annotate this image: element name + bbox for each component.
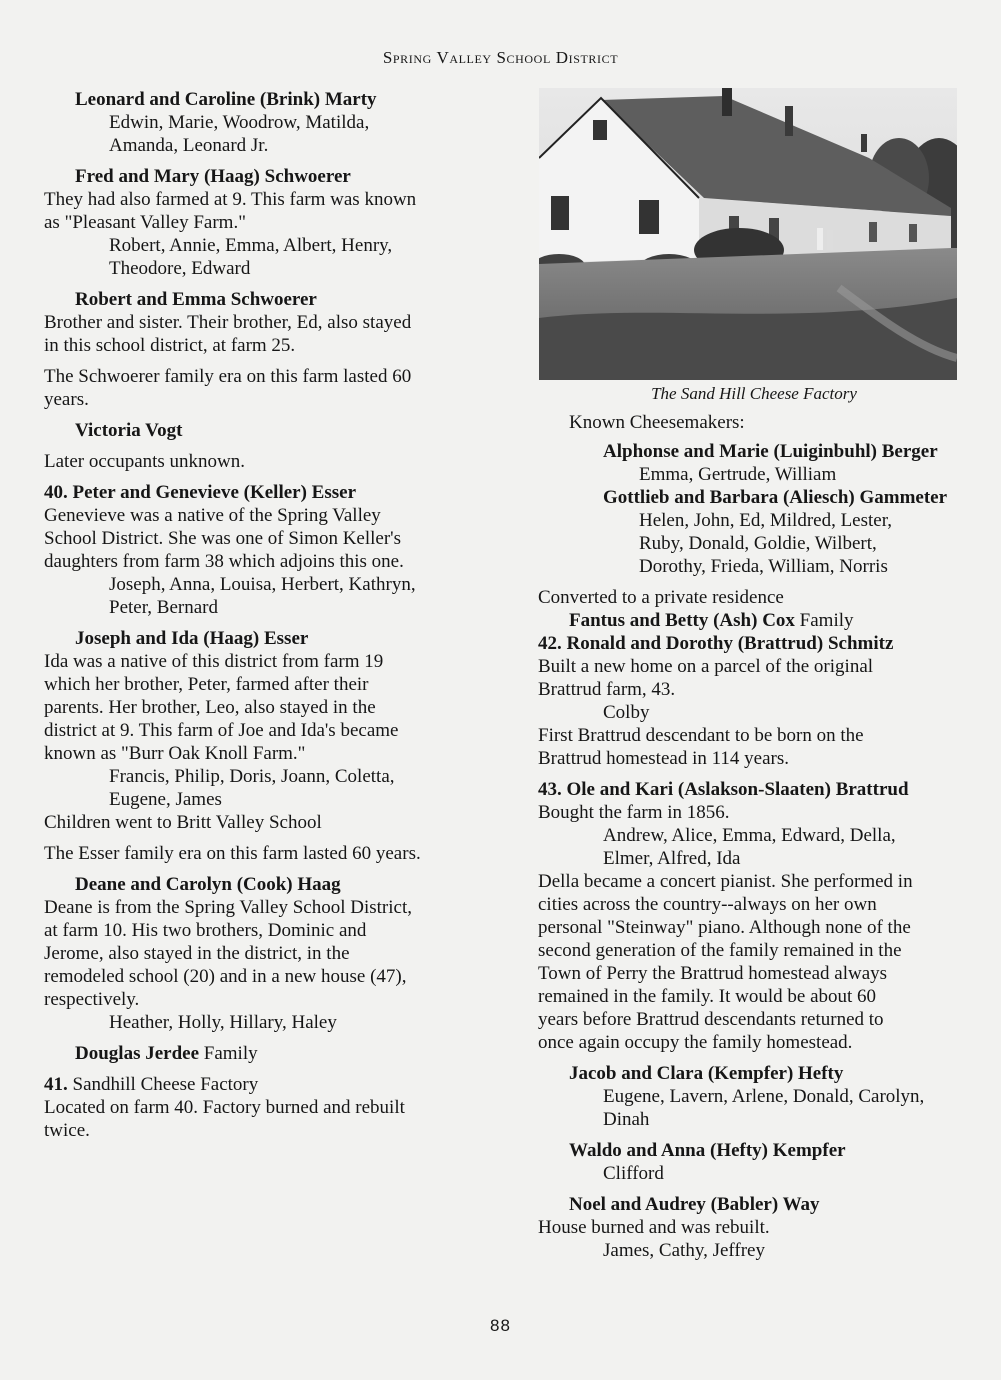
entry-text: as "Pleasant Valley Farm." (44, 212, 246, 233)
entry-text: Della became a concert pianist. She performed in (538, 871, 913, 892)
entry-text: Brattrud homestead in 114 years. (538, 748, 789, 769)
family-name: Victoria Vogt (75, 420, 183, 441)
family-name: Joseph and Ida (Haag) Esser (75, 628, 309, 649)
entry-text: First Brattrud descendant to be born on the (538, 725, 864, 746)
children-list: Theodore, Edward (109, 258, 251, 279)
children-list: Edwin, Marie, Woodrow, Matilda, (109, 112, 370, 133)
children-list: Amanda, Leonard Jr. (109, 135, 269, 156)
entry-schmitz (538, 632, 970, 770)
entry-text: Located on farm 40. Factory burned and rebuilt (44, 1097, 405, 1118)
entry-brattrud (538, 778, 970, 1054)
children-list: Clifford (603, 1163, 664, 1184)
children-list: Elmer, Alfred, Ida (603, 848, 741, 869)
children-list: Emma, Gertrude, William (639, 464, 837, 485)
entry-text: They had also farmed at 9. This farm was known (44, 189, 417, 210)
entry-text: Town of Perry the Brattrud homestead always (538, 963, 888, 984)
converted-note: Converted to a private residence (538, 587, 784, 608)
family-name-line (538, 609, 970, 632)
cheese-factory-photo (539, 88, 957, 380)
family-name-numbered (538, 778, 970, 801)
right-column (538, 88, 970, 1270)
entry-schwoerer-robert (44, 288, 474, 357)
entry-text: Deane is from the Spring Valley School District, (44, 897, 412, 918)
entry-text: Brattrud farm, 43. (538, 679, 676, 700)
entry-text: personal "Steinway" piano. Although none of the (538, 917, 911, 938)
children-list: Eugene, Lavern, Arlene, Donald, Carolyn, (603, 1086, 925, 1107)
family-name: Deane and Carolyn (Cook) Haag (75, 874, 341, 895)
esser-era-note (44, 842, 474, 865)
entry-marty (44, 88, 474, 157)
children-list: Robert, Annie, Emma, Albert, Henry, (109, 235, 393, 256)
children-list: Francis, Philip, Doris, Joann, Coletta, (109, 766, 395, 787)
factory-photo-drawing (539, 88, 957, 380)
children-list: Ruby, Donald, Goldie, Wilbert, (639, 533, 877, 554)
entry-text: years before Brattrud descendants returned to (538, 1009, 884, 1030)
entry-text: respectively. (44, 989, 140, 1010)
children-list: Colby (603, 702, 650, 723)
family-suffix: Family (794, 610, 854, 631)
entry-text: Jerome, also stayed in the district, in the (44, 943, 350, 964)
family-name: Waldo and Anna (Hefty) Kempfer (569, 1140, 846, 1161)
entry-vogt (44, 419, 474, 442)
entry-esser-joseph (44, 627, 474, 834)
left-column (44, 88, 474, 1150)
children-list: Dorothy, Frieda, William, Norris (639, 556, 888, 577)
entry-text: Ida was a native of this district from farm 19 (44, 651, 384, 672)
entry-cheese-factory (44, 1073, 474, 1142)
entry-way (538, 1193, 970, 1262)
entry-text: district at 9. This farm of Joe and Ida's became (44, 720, 399, 741)
family-name-numbered (44, 481, 474, 504)
entry-text: Genevieve was a native of the Spring Valley (44, 505, 381, 526)
family-name: Jacob and Clara (Kempfer) Hefty (569, 1063, 844, 1084)
entry-kempfer (538, 1139, 970, 1185)
family-name: Noel and Audrey (Babler) Way (569, 1194, 820, 1215)
schwoerer-era-note (44, 365, 474, 411)
children-list: Peter, Bernard (109, 597, 218, 618)
family-name: Fred and Mary (Haag) Schwoerer (75, 166, 351, 187)
entry-text: remodeled school (20) and in a new house (47), (44, 966, 407, 987)
entry-text: at farm 10. His two brothers, Dominic and (44, 920, 367, 941)
entry-text: Brother and sister. Their brother, Ed, also stayed (44, 312, 412, 333)
farm-number: 41. (44, 1074, 68, 1095)
entry-text: Bought the farm in 1856. (538, 802, 730, 823)
farm-number: 43. (538, 779, 562, 800)
entry-text: House burned and was rebuilt. (538, 1217, 770, 1238)
entry-text: School District. She was one of Simon Keller's (44, 528, 401, 549)
children-list: James, Cathy, Jeffrey (603, 1240, 765, 1261)
entry-jerdee (44, 1042, 474, 1065)
children-list: Dinah (603, 1109, 650, 1130)
family-name-line (44, 1042, 474, 1065)
entry-text: Built a new home on a parcel of the original (538, 656, 874, 677)
page-number: 88 (490, 1316, 511, 1335)
entry-text: in this school district, at farm 25. (44, 335, 296, 356)
photo-caption: The Sand Hill Cheese Factory (651, 384, 857, 403)
family-name-numbered (538, 632, 970, 655)
later-occupants-note (44, 450, 474, 473)
family-name: Ole and Kari (Aslakson-Slaaten) Brattrud (561, 779, 909, 800)
entry-text: daughters from farm 38 which adjoins this one. (44, 551, 404, 572)
family-name: Robert and Emma Schwoerer (75, 289, 317, 310)
entry-haag (44, 873, 474, 1034)
family-name: Leonard and Caroline (Brink) Marty (75, 89, 377, 110)
family-name: Douglas Jerdee (75, 1043, 200, 1064)
entry-text: once again occupy the family homestead. (538, 1032, 853, 1053)
entry-text: which her brother, Peter, farmed after their (44, 674, 369, 695)
entry-text: cities across the country--always on her own (538, 894, 877, 915)
children-list: Heather, Holly, Hillary, Haley (109, 1012, 337, 1033)
section-heading: Known Cheesemakers: (569, 412, 745, 433)
family-name: Alphonse and Marie (Luiginbuhl) Berger (603, 441, 938, 462)
entry-text: remained in the family. It would be about 60 (538, 986, 877, 1007)
heading-numbered (44, 1073, 474, 1096)
entry-esser-peter (44, 481, 474, 619)
entry-text: The Schwoerer family era on this farm lasted 60 (44, 366, 412, 387)
children-list: Andrew, Alice, Emma, Edward, Della, (603, 825, 896, 846)
entry-text: years. (44, 389, 89, 410)
entry-schwoerer-fred (44, 165, 474, 280)
page-header: Spring Valley School District (382, 48, 619, 67)
entry-text: Later occupants unknown. (44, 451, 246, 472)
children-list: Eugene, James (109, 789, 222, 810)
family-name: Ronald and Dorothy (Brattrud) Schmitz (561, 633, 894, 654)
entry-text: Children went to Britt Valley School (44, 812, 322, 833)
entry-text: twice. (44, 1120, 90, 1141)
section-title: Sandhill Cheese Factory (67, 1074, 259, 1095)
entry-text: The Esser family era on this farm lasted 60 years. (44, 843, 421, 864)
entry-text: second generation of the family remained in the (538, 940, 902, 961)
family-name: Gottlieb and Barbara (Aliesch) Gammeter (603, 487, 948, 508)
children-list: Helen, John, Ed, Mildred, Lester, (639, 510, 893, 531)
children-list: Joseph, Anna, Louisa, Herbert, Kathryn, (109, 574, 416, 595)
family-suffix: Family (199, 1043, 258, 1064)
cheesemakers-section (538, 411, 970, 578)
family-name: Fantus and Betty (Ash) Cox (569, 610, 795, 631)
farm-number: 42. (538, 633, 562, 654)
entry-text: known as "Burr Oak Knoll Farm." (44, 743, 306, 764)
family-name: Peter and Genevieve (Keller) Esser (72, 482, 356, 503)
entry-text: parents. Her brother, Leo, also stayed in the (44, 697, 376, 718)
entry-hefty (538, 1062, 970, 1131)
farm-number: 40. (44, 482, 68, 503)
